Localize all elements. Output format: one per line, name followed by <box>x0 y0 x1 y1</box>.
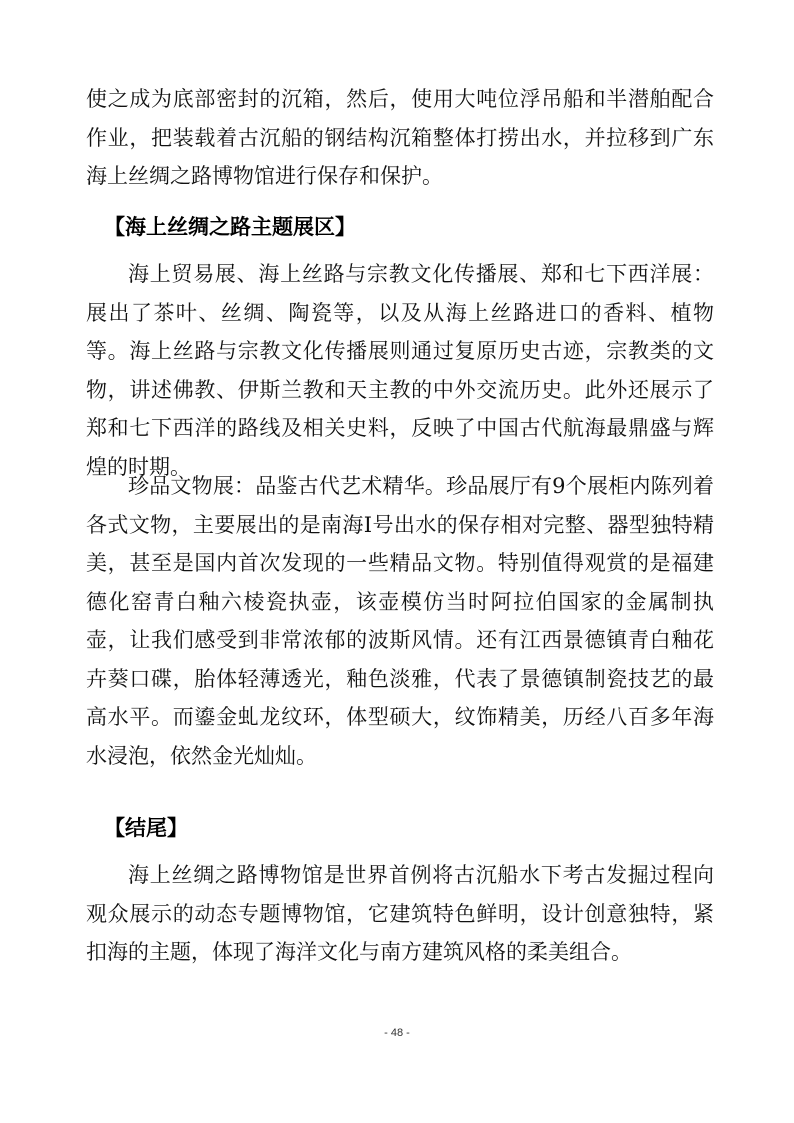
section-heading-maritime-silk-road: 【海上丝绸之路主题展区】 <box>104 215 356 239</box>
page-number: - 48 - <box>384 1027 410 1039</box>
paragraph-trade-exhibitions: 海上贸易展、海上丝路与宗教文化传播展、郑和七下西洋展：展出了茶叶、丝绸、陶瓷等，以及从海上丝路进口的香料、植物等。海上丝路与宗教文化传播展则通过复原历史古迹，宗教类的文物，讲述佛教、伊斯兰教和天主教的中外交流历史。此外还展示了郑和七下西洋的路线及相关史料，反映了中国古代航海最鼎盛与辉煌的时期。 <box>86 262 714 479</box>
paragraph-ending: 海上丝绸之路博物馆是世界首例将古沉船水下考古发掘过程向观众展示的动态专题博物馆，它建筑特色鲜明，设计创意独特，紧扣海的主题，体现了海洋文化与南方建筑风格的柔美组合。 <box>86 863 714 964</box>
continuation-paragraph: 使之成为底部密封的沉箱，然后，使用大吨位浮吊船和半潜舶配合作业，把装载着古沉船的钢结构沉箱整体打捞出水，并拉移到广东海上丝绸之路博物馆进行保存和保护。 <box>86 87 714 188</box>
paragraph-treasure-exhibition: 珍品文物展：品鉴古代艺术精华。珍品展厅有9个展柜内陈列着各式文物，主要展出的是南海Ⅰ号出水的保存相对完整、器型独特精美，甚至是国内首次发现的一些精品文物。特别值得观赏的是福建德化窑青白釉六棱瓷执壶，该壶模仿当时阿拉伯国家的金属制执壶，让我们感受到非常浓郁的波斯风情。还有江西景德镇青白釉花卉葵口碟，胎体轻薄透光，釉色淡雅，代表了景德镇制瓷技艺的最高水平。而鎏金虬龙纹环，体型硕大，纹饰精美，历经八百多年海水浸泡，依然金光灿灿。 <box>86 474 714 768</box>
section-heading-ending: 【结尾】 <box>104 816 188 840</box>
